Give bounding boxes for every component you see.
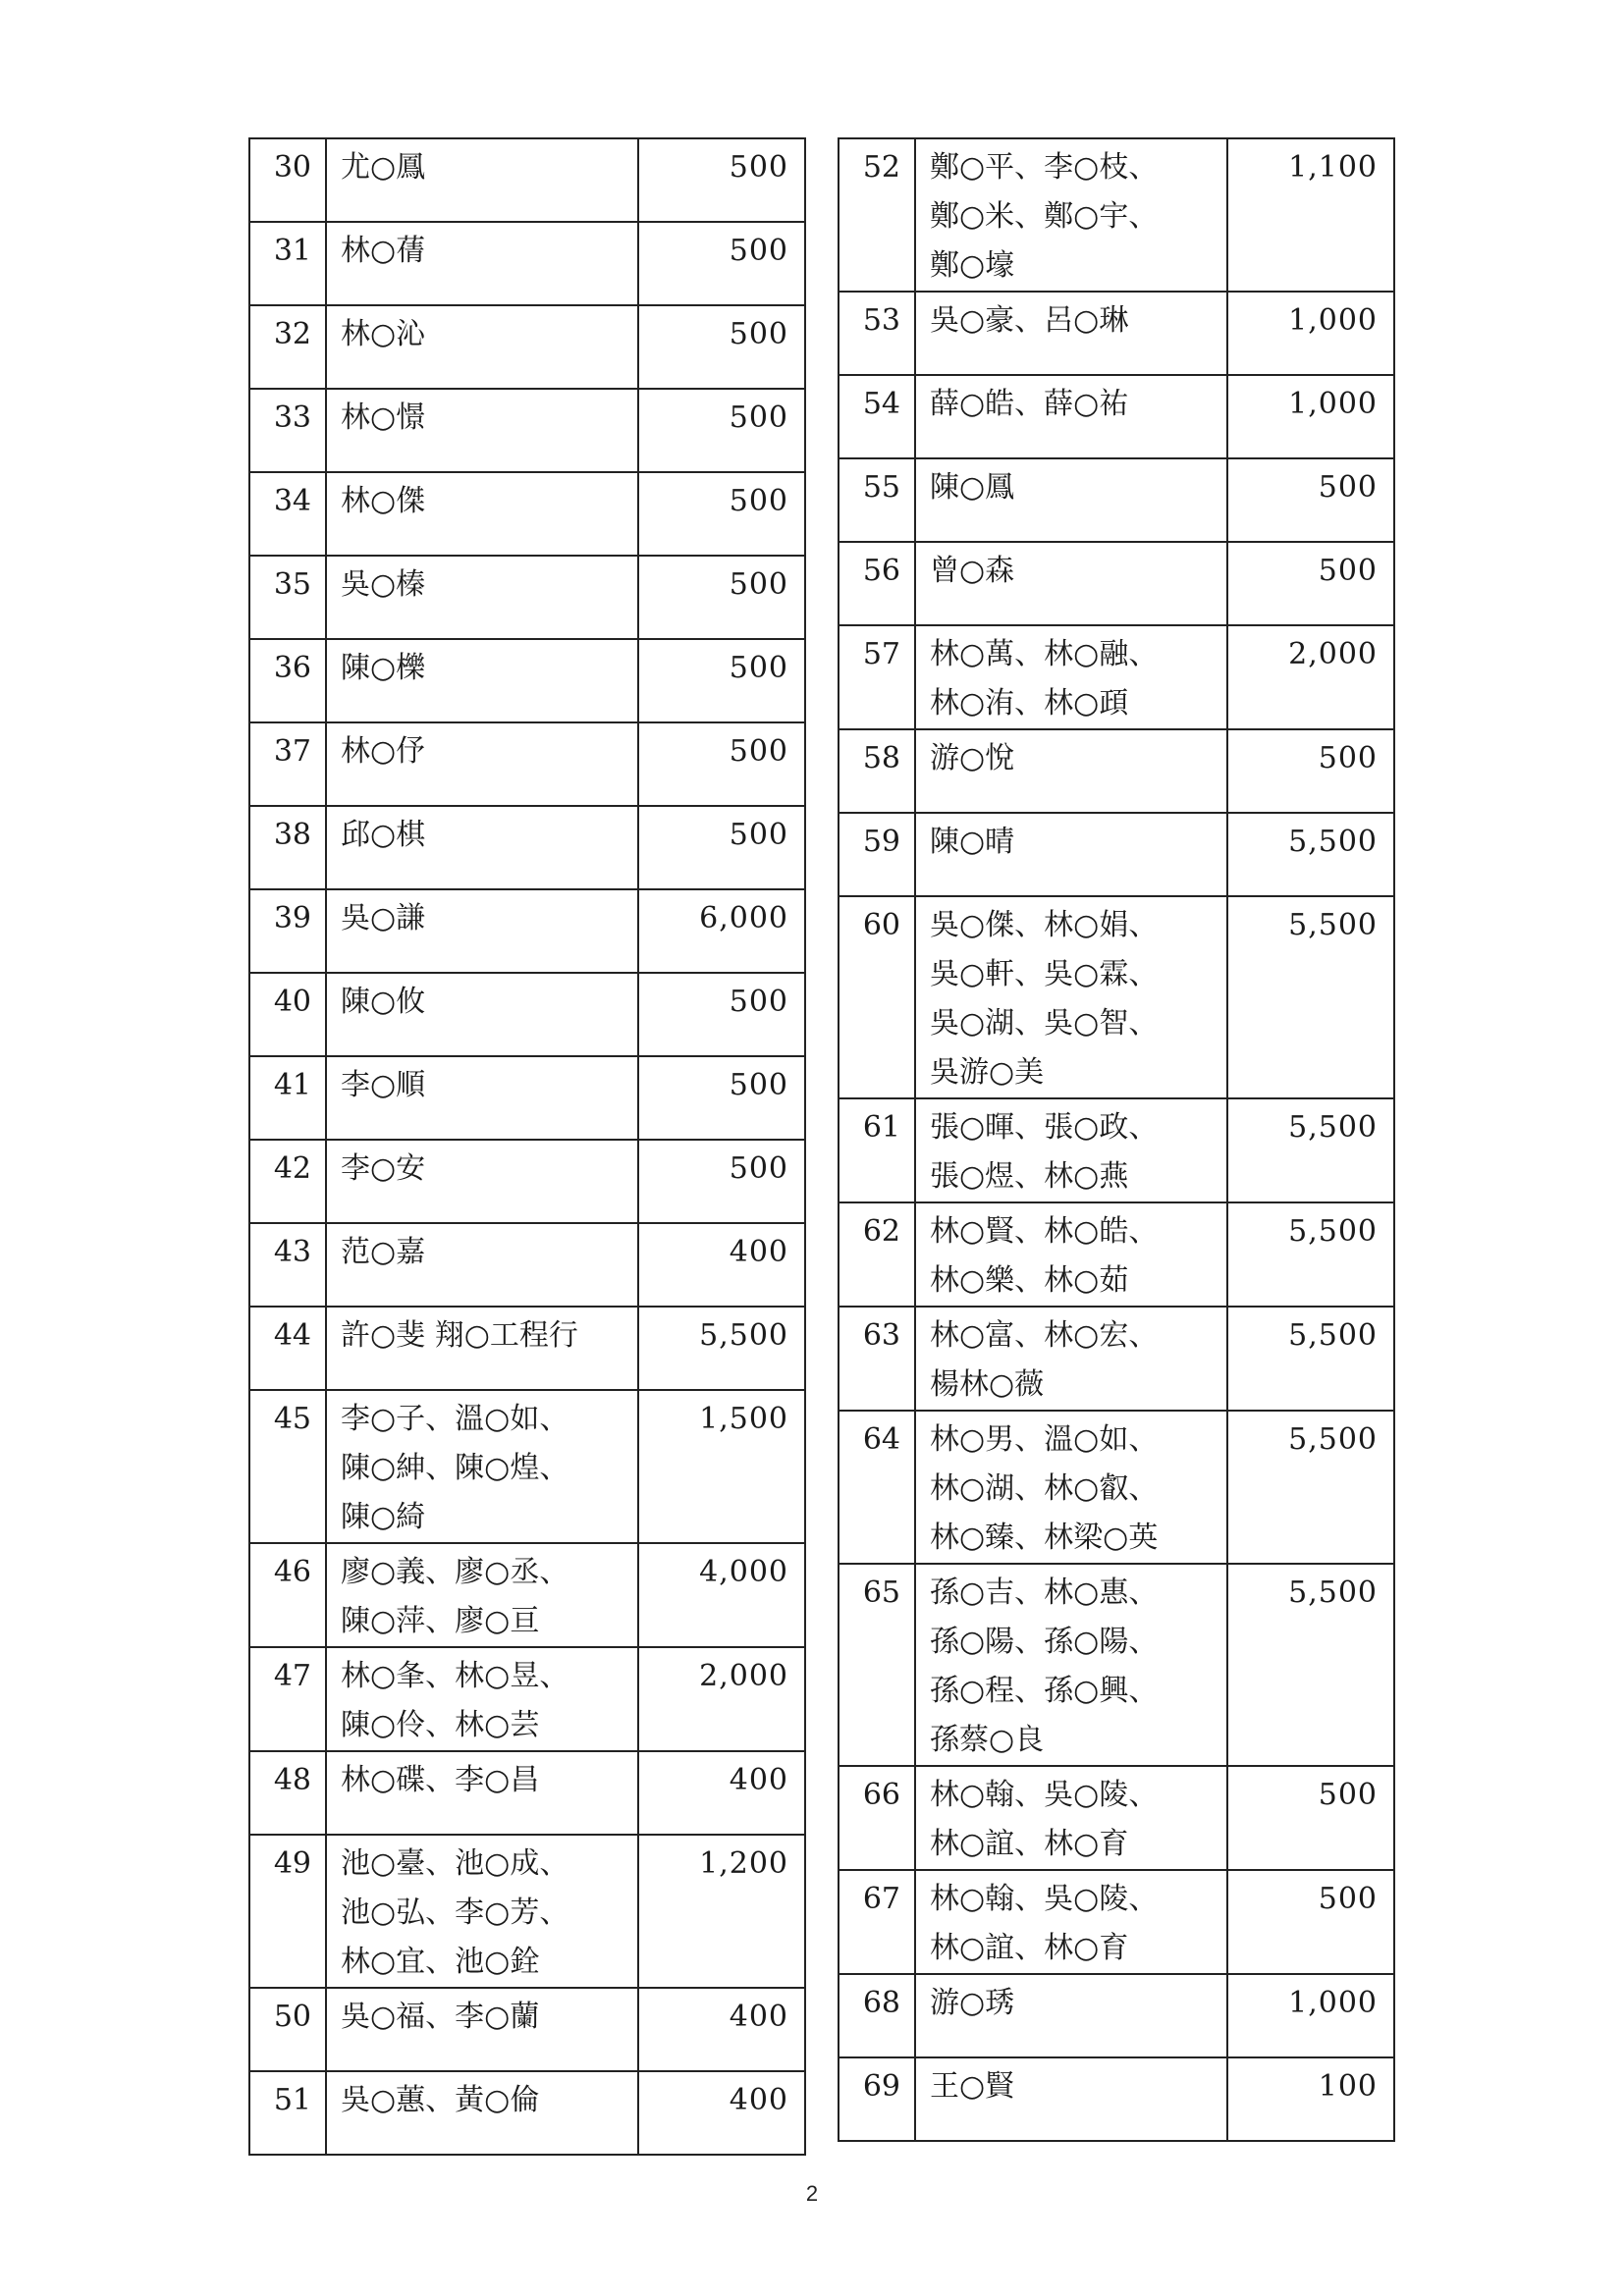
right-donor-table <box>838 137 1393 2142</box>
donor-names <box>326 1390 638 1543</box>
row-number: 54 <box>839 375 915 458</box>
donor-names <box>326 1543 638 1647</box>
donor-names <box>915 1564 1227 1766</box>
table-row <box>249 889 805 973</box>
donation-amount: 1,000 <box>1227 375 1394 458</box>
donor-name-line: 陳○攸 <box>341 985 426 1019</box>
table-row <box>249 1988 805 2071</box>
table-row <box>839 292 1394 375</box>
row-number: 57 <box>839 625 915 729</box>
donation-amount: 500 <box>638 222 805 305</box>
donor-name-line: 吳○蕙、黃○倫 <box>341 2083 540 2117</box>
row-number: 35 <box>249 556 326 639</box>
row-number: 48 <box>249 1751 326 1835</box>
donor-name-line: 池○弘、李○芳、 <box>341 1896 569 1930</box>
donation-amount: 500 <box>638 138 805 222</box>
donor-name-line: 林○誼、林○育 <box>930 1931 1129 1965</box>
donor-name-line: 林○富、林○宏、 <box>930 1318 1159 1353</box>
donation-amount: 500 <box>638 806 805 889</box>
donor-names <box>915 729 1227 813</box>
row-number: 69 <box>839 2057 915 2141</box>
donor-names <box>915 1870 1227 1974</box>
donation-amount: 400 <box>638 1751 805 1835</box>
table-row <box>839 138 1394 292</box>
table-row <box>839 1411 1394 1564</box>
table-body-left <box>249 138 805 2155</box>
donation-amount: 5,500 <box>1227 813 1394 896</box>
row-number: 51 <box>249 2071 326 2155</box>
donor-name-line: 林○萬、林○融、 <box>930 637 1159 671</box>
donor-name-line: 鄭○米、鄭○宇、 <box>930 199 1159 234</box>
table-row <box>249 1835 805 1988</box>
row-number: 50 <box>249 1988 326 2071</box>
page-number: 2 <box>805 2181 819 2206</box>
donation-amount: 5,500 <box>1227 1411 1394 1564</box>
row-number: 61 <box>839 1098 915 1202</box>
donor-names <box>915 813 1227 896</box>
table-row <box>249 556 805 639</box>
donor-names <box>326 138 638 222</box>
donor-names <box>326 389 638 472</box>
donor-name-line: 林○夆、林○昱、 <box>341 1659 569 1693</box>
donor-name-line: 林○憬 <box>341 400 426 435</box>
table-row <box>839 1974 1394 2057</box>
left-donor-table <box>248 137 804 2156</box>
donor-names <box>915 1307 1227 1411</box>
donor-name-line: 鄭○壕 <box>930 248 1015 283</box>
row-number: 68 <box>839 1974 915 2057</box>
donor-names <box>915 375 1227 458</box>
donation-amount: 500 <box>638 639 805 722</box>
donation-amount: 500 <box>1227 458 1394 542</box>
donor-names <box>326 889 638 973</box>
donor-names <box>326 222 638 305</box>
donor-names <box>326 1140 638 1223</box>
table-row <box>839 542 1394 625</box>
donor-name-line: 李○安 <box>341 1151 426 1186</box>
donation-amount: 1,100 <box>1227 138 1394 292</box>
donation-amount: 500 <box>638 1140 805 1223</box>
row-number: 46 <box>249 1543 326 1647</box>
donor-names <box>915 896 1227 1098</box>
table-row <box>839 1870 1394 1974</box>
donor-names <box>326 2071 638 2155</box>
donor-names <box>326 305 638 389</box>
donor-name-line: 林○賢、林○皓、 <box>930 1214 1159 1249</box>
donor-name-line: 孫○陽、孫○陽、 <box>930 1625 1159 1659</box>
row-number: 42 <box>249 1140 326 1223</box>
donor-names <box>326 973 638 1056</box>
row-number: 55 <box>839 458 915 542</box>
table-row <box>249 222 805 305</box>
donor-name-line: 吳○傑、林○娟、 <box>930 908 1159 942</box>
donor-names <box>326 722 638 806</box>
table-row <box>839 458 1394 542</box>
donation-amount: 1,000 <box>1227 292 1394 375</box>
donor-name-line: 林○碟、李○昌 <box>341 1763 540 1797</box>
row-number: 40 <box>249 973 326 1056</box>
donor-names <box>915 625 1227 729</box>
donation-amount: 4,000 <box>638 1543 805 1647</box>
donor-names <box>915 2057 1227 2141</box>
table-row <box>839 1098 1394 1202</box>
row-number: 45 <box>249 1390 326 1543</box>
donor-name-line: 曾○森 <box>930 554 1015 588</box>
row-number: 58 <box>839 729 915 813</box>
donor-names <box>915 1766 1227 1870</box>
table-row <box>249 1307 805 1390</box>
table-row <box>249 973 805 1056</box>
table-row <box>249 722 805 806</box>
table-row <box>249 1056 805 1140</box>
table-row <box>249 806 805 889</box>
donation-amount: 5,500 <box>638 1307 805 1390</box>
row-number: 47 <box>249 1647 326 1751</box>
table-row <box>839 1564 1394 1766</box>
row-number: 53 <box>839 292 915 375</box>
table-row <box>839 729 1394 813</box>
donor-name-line: 吳○榛 <box>341 567 426 602</box>
donor-name-line: 陳○萍、廖○亘 <box>341 1604 540 1638</box>
donor-names <box>915 458 1227 542</box>
donor-table-left <box>248 137 806 2156</box>
donor-names <box>915 1202 1227 1307</box>
row-number: 43 <box>249 1223 326 1307</box>
donor-name-line: 林○宜、池○銓 <box>341 1945 540 1979</box>
donor-name-line: 林○蒨 <box>341 234 426 268</box>
donor-names <box>326 1751 638 1835</box>
donor-name-line: 陳○紳、陳○煌、 <box>341 1451 569 1485</box>
donor-names <box>326 1223 638 1307</box>
row-number: 52 <box>839 138 915 292</box>
donor-names <box>915 542 1227 625</box>
donation-amount: 100 <box>1227 2057 1394 2141</box>
row-number: 63 <box>839 1307 915 1411</box>
row-number: 56 <box>839 542 915 625</box>
table-row <box>249 389 805 472</box>
donor-name-line: 尤○鳳 <box>341 150 426 185</box>
donation-amount: 500 <box>1227 1766 1394 1870</box>
donor-name-line: 吳○謙 <box>341 901 426 935</box>
donation-amount: 500 <box>638 305 805 389</box>
donor-name-line: 林○洧、林○頙 <box>930 686 1129 721</box>
donor-name-line: 陳○伶、林○芸 <box>341 1708 540 1742</box>
table-row <box>839 813 1394 896</box>
row-number: 32 <box>249 305 326 389</box>
donor-names <box>326 556 638 639</box>
donor-name-line: 許○斐 翔○工程行 <box>341 1318 578 1353</box>
donor-name-line: 游○琇 <box>930 1986 1015 2020</box>
donor-names <box>915 138 1227 292</box>
donation-amount: 500 <box>638 1056 805 1140</box>
row-number: 67 <box>839 1870 915 1974</box>
donation-amount: 6,000 <box>638 889 805 973</box>
donation-amount: 5,500 <box>1227 1307 1394 1411</box>
donor-name-line: 吳○湖、吳○智、 <box>930 1006 1159 1041</box>
row-number: 31 <box>249 222 326 305</box>
table-row <box>249 1543 805 1647</box>
donor-name-line: 薛○皓、薛○祐 <box>930 387 1129 421</box>
donor-name-line: 林○臻、林梁○英 <box>930 1521 1159 1555</box>
donor-name-line: 陳○鳳 <box>930 470 1015 505</box>
row-number: 34 <box>249 472 326 556</box>
table-row <box>839 896 1394 1098</box>
table-row <box>839 375 1394 458</box>
donor-names <box>326 1056 638 1140</box>
table-row <box>839 2057 1394 2141</box>
donation-amount: 400 <box>638 2071 805 2155</box>
table-row <box>839 1202 1394 1307</box>
row-number: 33 <box>249 389 326 472</box>
table-row <box>249 1140 805 1223</box>
donor-name-line: 張○煜、林○燕 <box>930 1159 1129 1194</box>
donor-name-line: 楊林○薇 <box>930 1367 1045 1402</box>
donation-amount: 400 <box>638 1988 805 2071</box>
donor-name-line: 李○順 <box>341 1068 426 1102</box>
donor-names <box>326 1988 638 2071</box>
table-body-right <box>839 138 1394 2141</box>
donor-name-line: 張○暉、張○政、 <box>930 1110 1159 1145</box>
donor-name-line: 林○翰、吳○陵、 <box>930 1778 1159 1812</box>
donation-amount: 500 <box>638 973 805 1056</box>
row-number: 41 <box>249 1056 326 1140</box>
donor-name-line: 孫○吉、林○惠、 <box>930 1575 1159 1610</box>
donor-name-line: 林○伃 <box>341 734 426 769</box>
donor-name-line: 吳游○美 <box>930 1055 1045 1090</box>
donation-amount: 500 <box>638 389 805 472</box>
donor-name-line: 吳○軒、吳○霖、 <box>930 957 1159 991</box>
row-number: 44 <box>249 1307 326 1390</box>
donor-name-line: 林○誼、林○育 <box>930 1827 1129 1861</box>
donor-names <box>326 1835 638 1988</box>
donation-amount: 1,200 <box>638 1835 805 1988</box>
donor-names <box>915 292 1227 375</box>
donor-name-line: 孫○程、孫○興、 <box>930 1674 1159 1708</box>
donation-amount: 5,500 <box>1227 1564 1394 1766</box>
donor-name-line: 吳○豪、呂○琳 <box>930 303 1129 338</box>
row-number: 59 <box>839 813 915 896</box>
table-row <box>249 472 805 556</box>
donor-name-line: 廖○義、廖○丞、 <box>341 1555 569 1589</box>
table-row <box>839 625 1394 729</box>
donation-amount: 500 <box>1227 542 1394 625</box>
donor-name-line: 陳○櫟 <box>341 651 426 685</box>
table-row <box>249 305 805 389</box>
donor-names <box>915 1411 1227 1564</box>
row-number: 38 <box>249 806 326 889</box>
table-row <box>249 639 805 722</box>
donor-names <box>326 472 638 556</box>
donation-amount: 400 <box>638 1223 805 1307</box>
donor-name-line: 孫蔡○良 <box>930 1723 1045 1757</box>
donation-amount: 5,500 <box>1227 1202 1394 1307</box>
donor-name-line: 邱○棋 <box>341 818 426 852</box>
donor-name-line: 林○傑 <box>341 484 426 518</box>
donor-table-right <box>838 137 1395 2142</box>
donation-amount: 500 <box>1227 1870 1394 1974</box>
table-row <box>839 1766 1394 1870</box>
table-row <box>249 138 805 222</box>
donor-names <box>326 1647 638 1751</box>
row-number: 64 <box>839 1411 915 1564</box>
donor-name-line: 陳○綺 <box>341 1500 426 1534</box>
donor-name-line: 林○樂、林○茹 <box>930 1263 1129 1298</box>
donor-name-line: 林○沁 <box>341 317 426 351</box>
table-row <box>249 1223 805 1307</box>
donor-names <box>326 806 638 889</box>
row-number: 30 <box>249 138 326 222</box>
row-number: 65 <box>839 1564 915 1766</box>
donation-amount: 2,000 <box>1227 625 1394 729</box>
donation-amount: 500 <box>638 722 805 806</box>
table-row <box>249 1751 805 1835</box>
donor-names <box>915 1974 1227 2057</box>
donor-name-line: 池○臺、池○成、 <box>341 1846 569 1881</box>
donation-amount: 2,000 <box>638 1647 805 1751</box>
donor-name-line: 陳○晴 <box>930 825 1015 859</box>
donor-name-line: 范○嘉 <box>341 1235 426 1269</box>
table-row <box>249 1390 805 1543</box>
table-row <box>249 1647 805 1751</box>
donor-name-line: 林○男、溫○如、 <box>930 1422 1159 1457</box>
row-number: 37 <box>249 722 326 806</box>
row-number: 62 <box>839 1202 915 1307</box>
donor-name-line: 李○子、溫○如、 <box>341 1402 569 1436</box>
donation-amount: 5,500 <box>1227 1098 1394 1202</box>
row-number: 36 <box>249 639 326 722</box>
donor-name-line: 吳○福、李○蘭 <box>341 2000 540 2034</box>
donation-amount: 500 <box>1227 729 1394 813</box>
row-number: 49 <box>249 1835 326 1988</box>
donation-amount: 500 <box>638 472 805 556</box>
donor-name-line: 林○湖、林○叡、 <box>930 1471 1159 1506</box>
donor-names <box>326 639 638 722</box>
row-number: 66 <box>839 1766 915 1870</box>
donor-name-line: 鄭○平、李○枝、 <box>930 150 1159 185</box>
donor-name-line: 游○悅 <box>930 741 1015 775</box>
donation-amount: 500 <box>638 556 805 639</box>
donation-amount: 1,500 <box>638 1390 805 1543</box>
donor-names <box>915 1098 1227 1202</box>
donor-name-line: 王○賢 <box>930 2069 1015 2104</box>
table-row <box>249 2071 805 2155</box>
table-row <box>839 1307 1394 1411</box>
donor-names <box>326 1307 638 1390</box>
donation-amount: 1,000 <box>1227 1974 1394 2057</box>
donor-name-line: 林○翰、吳○陵、 <box>930 1882 1159 1916</box>
donation-amount: 5,500 <box>1227 896 1394 1098</box>
row-number: 39 <box>249 889 326 973</box>
row-number: 60 <box>839 896 915 1098</box>
